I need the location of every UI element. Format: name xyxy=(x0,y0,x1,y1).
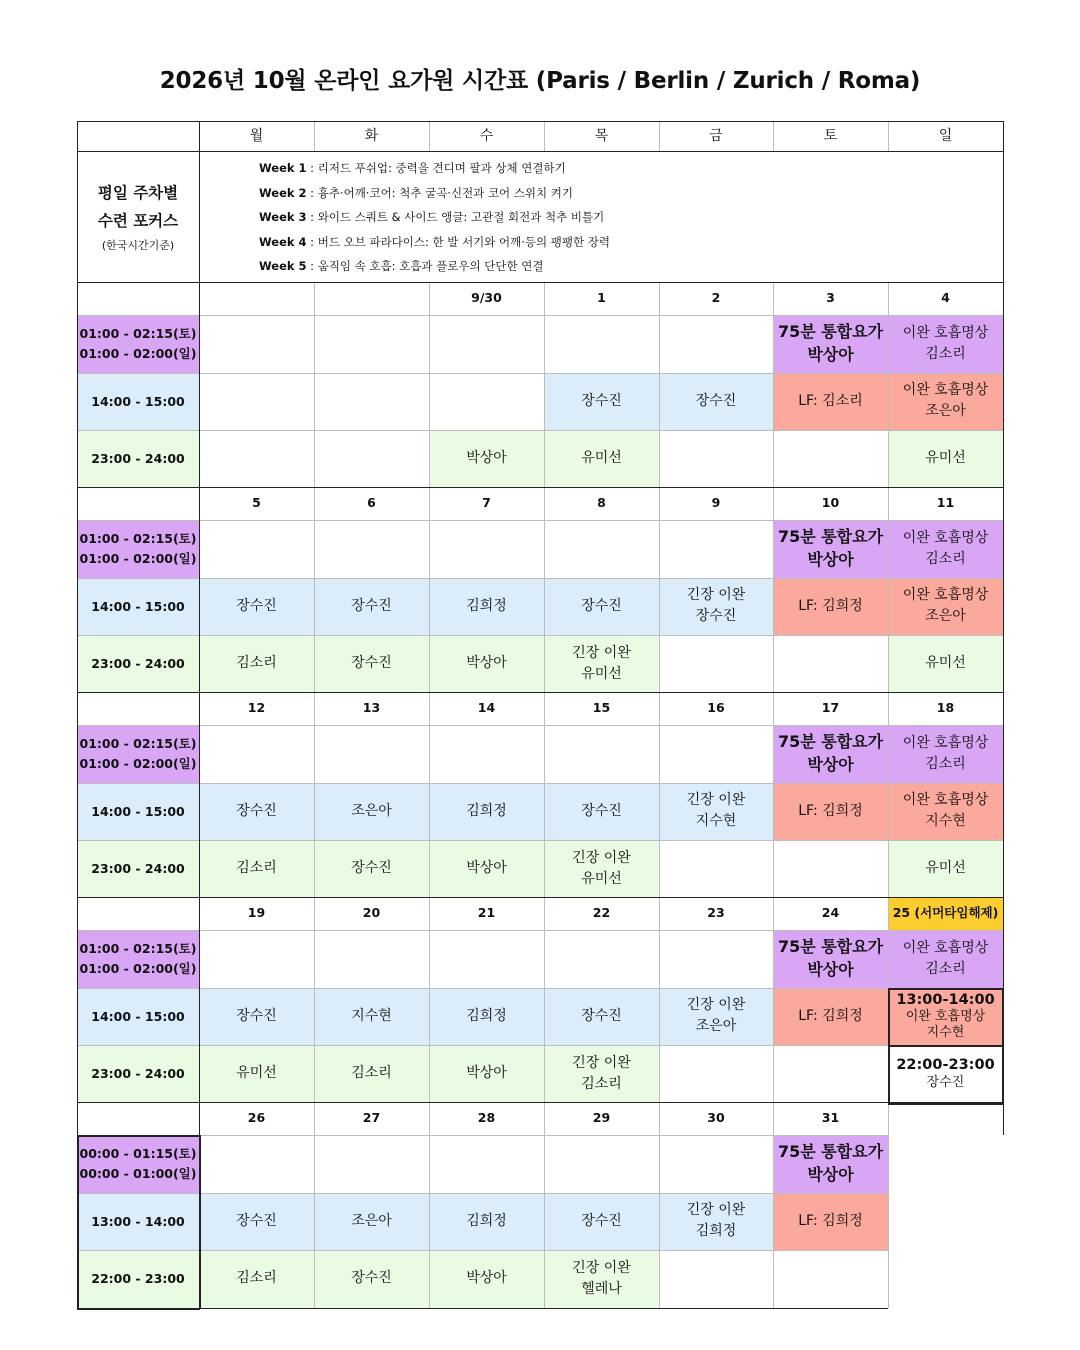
empty-cell xyxy=(659,1250,773,1308)
class-cell[interactable]: 장수진 xyxy=(199,578,314,636)
empty-cell xyxy=(199,430,314,488)
date-cell: 5 xyxy=(252,495,261,511)
empty-cell xyxy=(199,315,314,373)
date-cell: 29 xyxy=(592,1110,611,1126)
border-line xyxy=(77,1308,200,1310)
grid-line xyxy=(659,1102,660,1308)
empty-cell xyxy=(314,520,429,578)
focus-item: Week 4 : 버드 오브 파라다이스: 한 발 서기와 어깨·등의 팽팽한 장력 xyxy=(259,234,610,249)
empty-cell xyxy=(544,930,659,988)
class-cell[interactable]: 긴장 이완 김소리 xyxy=(544,1045,659,1103)
class-cell[interactable]: 이완 호흡명상 조은아 xyxy=(888,578,1003,636)
empty-cell xyxy=(314,315,429,373)
class-cell[interactable]: 이완 호흡명상 김소리 xyxy=(888,930,1003,988)
date-cell: 23 xyxy=(707,905,725,921)
empty-cell xyxy=(773,430,888,488)
class-cell[interactable]: 긴장 이완 헬레나 xyxy=(544,1250,659,1308)
grid-line xyxy=(77,315,199,316)
empty-cell xyxy=(544,1135,659,1193)
date-cell: 26 xyxy=(247,1110,266,1126)
empty-cell xyxy=(773,635,888,693)
grid-line xyxy=(77,635,199,636)
class-cell[interactable]: 장수진 xyxy=(544,578,659,636)
schedule-table xyxy=(77,121,1003,1309)
class-cell[interactable]: 75분 통합요가 박상아 xyxy=(773,520,888,578)
empty-cell xyxy=(429,520,544,578)
grid-line xyxy=(888,282,889,488)
class-cell[interactable]: 장수진 xyxy=(659,373,773,431)
grid-line xyxy=(544,282,545,488)
time-slot-label: 14:00 - 15:00 xyxy=(77,988,199,1046)
grid-line xyxy=(659,692,660,898)
time-slot-label: 01:00 - 02:15(토) 01:00 - 02:00(일) xyxy=(77,930,199,988)
grid-line xyxy=(199,1135,888,1136)
border-line xyxy=(199,1135,201,1308)
time-slot-label: 01:00 - 02:15(토) 01:00 - 02:00(일) xyxy=(77,520,199,578)
border-line xyxy=(77,1135,79,1308)
empty-cell xyxy=(429,315,544,373)
grid-line xyxy=(659,121,660,151)
class-cell[interactable]: 장수진 xyxy=(199,988,314,1046)
date-cell: 18 xyxy=(936,700,955,716)
border-line xyxy=(77,897,1003,898)
grid-line xyxy=(659,487,660,693)
class-cell[interactable]: 장수진 xyxy=(314,635,429,693)
empty-cell xyxy=(199,930,314,988)
class-cell[interactable]: 박상아 xyxy=(429,1045,544,1103)
grid-line xyxy=(199,635,1003,636)
grid-line xyxy=(429,897,430,1103)
empty-cell xyxy=(659,725,773,783)
grid-line xyxy=(888,487,889,693)
grid-line xyxy=(77,1193,199,1194)
focus-title-line1: 평일 주차별 xyxy=(97,183,179,202)
grid-line xyxy=(199,988,1003,989)
date-cell: 4 xyxy=(941,290,950,306)
empty-cell xyxy=(199,725,314,783)
class-cell[interactable]: 75분 통합요가 박상아 xyxy=(773,930,888,988)
date-cell: 27 xyxy=(362,1110,381,1126)
grid-line xyxy=(314,692,315,898)
date-cell: 1 xyxy=(597,290,606,306)
date-cell: 12 xyxy=(247,700,266,716)
class-cell[interactable]: 장수진 xyxy=(199,783,314,841)
class-cell[interactable]: 75분 통합요가 박상아 xyxy=(773,315,888,373)
date-cell: 7 xyxy=(482,495,491,511)
date-cell: 3 xyxy=(826,290,835,306)
date-cell: 20 xyxy=(362,905,381,921)
class-cell[interactable]: 긴장 이완 조은아 xyxy=(659,988,773,1046)
date-cell: 24 xyxy=(821,905,840,921)
class-cell[interactable]: 긴장 이완 김희정 xyxy=(659,1193,773,1251)
class-cell[interactable]: 유미선 xyxy=(199,1045,314,1103)
weekly-focus-list xyxy=(259,159,999,282)
grid-line xyxy=(199,315,1003,316)
class-cell[interactable]: LF: 김희정 xyxy=(773,783,888,841)
grid-line xyxy=(199,725,1003,726)
border-line xyxy=(1003,121,1004,1135)
grid-line xyxy=(773,282,774,488)
grid-line xyxy=(888,692,889,898)
weekday-header: 화 xyxy=(364,127,379,144)
time-slot-label: 23:00 - 24:00 xyxy=(77,1045,199,1103)
grid-line xyxy=(773,692,774,898)
date-cell: 21 xyxy=(477,905,496,921)
time-slot-label: 00:00 - 01:15(토) 00:00 - 01:00(일) xyxy=(77,1135,199,1193)
date-cell: 19 xyxy=(247,905,266,921)
focus-item: Week 3 : 와이드 스쿼트 & 사이드 앵글: 고관절 회전과 척추 비틀기 xyxy=(259,210,605,224)
class-cell[interactable]: 유미선 xyxy=(888,430,1003,488)
class-cell[interactable]: 긴장 이완 지수현 xyxy=(659,783,773,841)
border-line xyxy=(77,121,1003,122)
border-line xyxy=(199,121,200,1301)
date-cell: 6 xyxy=(367,495,376,511)
date-cell: 28 xyxy=(477,1110,496,1126)
class-cell[interactable]: 박상아 xyxy=(429,430,544,488)
date-cell: 9/30 xyxy=(471,290,502,306)
class-cell[interactable]: 긴장 이완 유미선 xyxy=(544,840,659,898)
class-cell[interactable]: 장수진 xyxy=(544,373,659,431)
empty-cell xyxy=(659,1135,773,1193)
border-line xyxy=(77,151,1003,152)
class-cell[interactable]: 이완 호흡명상 김소리 xyxy=(888,520,1003,578)
grid-line xyxy=(77,578,199,579)
weekday-header: 토 xyxy=(823,127,838,144)
date-cell: 13 xyxy=(362,700,381,716)
grid-line xyxy=(544,487,545,693)
border-line xyxy=(888,1103,1004,1105)
empty-cell xyxy=(659,520,773,578)
class-cell[interactable]: 조은아 xyxy=(314,783,429,841)
class-cell[interactable]: 장수진 xyxy=(314,1250,429,1308)
time-slot-label: 01:00 - 02:15(토) 01:00 - 02:00(일) xyxy=(77,315,199,373)
class-cell[interactable]: 유미선 xyxy=(544,430,659,488)
focus-item: Week 1 : 리저드 푸쉬업: 중력을 견디며 팔과 상체 연결하기 xyxy=(259,161,566,175)
class-cell[interactable]: 박상아 xyxy=(429,1250,544,1308)
grid-line xyxy=(77,725,199,726)
empty-cell xyxy=(314,430,429,488)
class-cell[interactable]: 장수진 xyxy=(544,1193,659,1251)
focus-item: Week 2 : 흉추·어깨·코어: 척추 굴곡·신전과 코어 스위치 켜기 xyxy=(259,185,574,200)
class-cell[interactable]: 박상아 xyxy=(429,635,544,693)
weekday-header: 수 xyxy=(479,127,494,144)
class-cell[interactable]: 김소리 xyxy=(199,1250,314,1308)
class-cell[interactable]: 김소리 xyxy=(199,840,314,898)
class-cell[interactable]: 지수현 xyxy=(314,988,429,1046)
class-cell[interactable]: 유미선 xyxy=(888,635,1003,693)
class-cell[interactable]: 유미선 xyxy=(888,840,1003,898)
empty-cell xyxy=(429,725,544,783)
class-cell[interactable]: 이완 호흡명상 조은아 xyxy=(888,373,1003,431)
grid-line xyxy=(888,1102,889,1308)
grid-line xyxy=(429,282,430,488)
grid-line xyxy=(314,487,315,693)
empty-cell xyxy=(544,725,659,783)
date-cell: 17 xyxy=(821,700,840,716)
date-cell: 8 xyxy=(597,495,606,511)
class-cell[interactable]: 이완 호흡명상 김소리 xyxy=(888,725,1003,783)
grid-line xyxy=(429,487,430,693)
special-class-cell[interactable]: 13:00-14:00 이완 호흡명상 지수현 xyxy=(888,988,1003,1046)
class-cell[interactable]: 조은아 xyxy=(314,1193,429,1251)
class-cell[interactable]: LF: 김희정 xyxy=(773,988,888,1046)
grid-line xyxy=(77,520,199,521)
empty-cell xyxy=(429,930,544,988)
weekday-header: 월 xyxy=(249,127,264,144)
empty-cell xyxy=(773,1045,888,1103)
grid-line xyxy=(659,897,660,1103)
class-cell[interactable]: 김희정 xyxy=(429,783,544,841)
empty-cell xyxy=(544,520,659,578)
grid-line xyxy=(199,373,1003,374)
date-cell: 11 xyxy=(936,495,955,511)
border-line xyxy=(77,692,1003,693)
empty-cell xyxy=(199,1135,314,1193)
grid-line xyxy=(199,1250,888,1251)
grid-line xyxy=(77,430,199,431)
grid-line xyxy=(429,121,430,151)
grid-line xyxy=(199,783,1003,784)
empty-cell xyxy=(659,840,773,898)
grid-line xyxy=(77,988,199,989)
grid-line xyxy=(544,121,545,151)
focus-title-line2: 수련 포커스 xyxy=(97,211,179,230)
border-line xyxy=(77,487,1003,488)
border-line xyxy=(888,988,1004,990)
class-cell[interactable]: 장수진 xyxy=(314,840,429,898)
grid-line xyxy=(199,1045,1003,1046)
empty-cell xyxy=(659,315,773,373)
class-cell[interactable]: 장수진 xyxy=(544,988,659,1046)
empty-cell xyxy=(773,1250,888,1308)
class-cell[interactable]: LF: 김소리 xyxy=(773,373,888,431)
grid-line xyxy=(314,121,315,151)
class-cell[interactable]: 김희정 xyxy=(429,1193,544,1251)
empty-cell xyxy=(659,430,773,488)
border-line xyxy=(77,282,1003,283)
class-cell[interactable]: 75분 통합요가 박상아 xyxy=(773,1135,888,1193)
time-slot-label: 13:00 - 14:00 xyxy=(77,1193,199,1251)
empty-cell xyxy=(659,930,773,988)
class-cell[interactable]: 장수진 xyxy=(544,783,659,841)
empty-cell xyxy=(659,635,773,693)
border-line xyxy=(77,1135,200,1137)
grid-line xyxy=(199,1193,888,1194)
grid-line xyxy=(199,840,1003,841)
empty-cell xyxy=(429,373,544,431)
grid-line xyxy=(544,692,545,898)
grid-line xyxy=(199,430,1003,431)
class-cell[interactable]: 이완 호흡명상 지수현 xyxy=(888,783,1003,841)
class-cell[interactable]: 김희정 xyxy=(429,578,544,636)
empty-cell xyxy=(544,315,659,373)
date-cell-dst: 25 (서머타임해제) xyxy=(888,897,1003,930)
class-cell[interactable]: 75분 통합요가 박상아 xyxy=(773,725,888,783)
class-cell[interactable]: 김소리 xyxy=(199,635,314,693)
empty-cell xyxy=(429,1135,544,1193)
date-cell: 31 xyxy=(821,1110,840,1126)
time-slot-label: 01:00 - 02:15(토) 01:00 - 02:00(일) xyxy=(77,725,199,783)
border-line xyxy=(199,1308,888,1309)
empty-cell xyxy=(199,520,314,578)
time-slot-label: 14:00 - 15:00 xyxy=(77,373,199,431)
grid-line xyxy=(314,897,315,1103)
time-slot-label: 23:00 - 24:00 xyxy=(77,840,199,898)
grid-line xyxy=(544,1102,545,1308)
grid-line xyxy=(77,1250,199,1251)
date-cell: 2 xyxy=(711,290,721,306)
grid-line xyxy=(314,282,315,488)
focus-label xyxy=(77,151,199,282)
time-slot-label: 23:00 - 24:00 xyxy=(77,430,199,488)
time-slot-label: 23:00 - 24:00 xyxy=(77,635,199,693)
time-slot-label: 14:00 - 15:00 xyxy=(77,783,199,841)
grid-line xyxy=(77,930,199,931)
time-slot-label: 14:00 - 15:00 xyxy=(77,578,199,636)
empty-cell xyxy=(199,373,314,431)
date-cell: 9 xyxy=(711,495,721,511)
empty-cell xyxy=(314,930,429,988)
grid-line xyxy=(544,897,545,1103)
date-cell: 10 xyxy=(821,495,840,511)
grid-line xyxy=(199,578,1003,579)
date-cell: 14 xyxy=(477,700,496,716)
page-title: 2026년 10월 온라인 요가원 시간표 (Paris / Berlin / Zurich / Roma) xyxy=(159,68,921,94)
empty-cell xyxy=(659,1045,773,1103)
grid-line xyxy=(888,121,889,151)
grid-line xyxy=(773,121,774,151)
grid-line xyxy=(77,373,199,374)
grid-line xyxy=(314,1102,315,1308)
grid-line xyxy=(199,520,1003,521)
date-cell: 15 xyxy=(592,700,611,716)
class-cell[interactable]: 장수진 xyxy=(314,578,429,636)
class-cell[interactable]: LF: 김희정 xyxy=(773,578,888,636)
empty-cell xyxy=(314,1135,429,1193)
empty-cell xyxy=(314,373,429,431)
class-cell[interactable]: 긴장 이완 유미선 xyxy=(544,635,659,693)
grid-line xyxy=(199,930,1003,931)
time-slot-label: 22:00 - 23:00 xyxy=(77,1250,199,1308)
border-line xyxy=(888,988,890,1103)
class-cell[interactable]: 김소리 xyxy=(314,1045,429,1103)
focus-item: Week 5 : 움직임 속 호흡: 호흡과 플로우의 단단한 연결 xyxy=(259,259,544,273)
grid-line xyxy=(77,1045,199,1046)
grid-line xyxy=(77,783,199,784)
class-cell[interactable]: LF: 김희정 xyxy=(773,1193,888,1251)
class-cell[interactable]: 긴장 이완 장수진 xyxy=(659,578,773,636)
grid-line xyxy=(773,487,774,693)
special-class-cell[interactable]: 22:00-23:00 장수진 xyxy=(896,1057,995,1090)
focus-subtitle: (한국시간기준) xyxy=(101,239,175,253)
empty-cell xyxy=(773,840,888,898)
class-cell[interactable]: 이완 호흡명상 김소리 xyxy=(888,315,1003,373)
border-line xyxy=(1002,988,1004,1103)
weekday-header: 일 xyxy=(938,127,953,144)
class-cell[interactable]: 김희정 xyxy=(429,988,544,1046)
border-line xyxy=(77,121,78,1301)
date-cell: 16 xyxy=(707,700,725,716)
border-line xyxy=(888,1045,1004,1047)
date-cell: 22 xyxy=(592,905,611,921)
grid-line xyxy=(429,1102,430,1308)
grid-line xyxy=(77,840,199,841)
grid-line xyxy=(429,692,430,898)
weekday-header: 금 xyxy=(709,127,723,144)
grid-line xyxy=(659,282,660,488)
class-cell[interactable]: 장수진 xyxy=(199,1193,314,1251)
class-cell[interactable]: 박상아 xyxy=(429,840,544,898)
empty-cell xyxy=(314,725,429,783)
date-cell: 30 xyxy=(707,1110,725,1126)
grid-line xyxy=(773,897,774,1103)
weekday-header: 목 xyxy=(594,127,609,144)
grid-line xyxy=(773,1102,774,1308)
border-line xyxy=(77,1102,1003,1103)
